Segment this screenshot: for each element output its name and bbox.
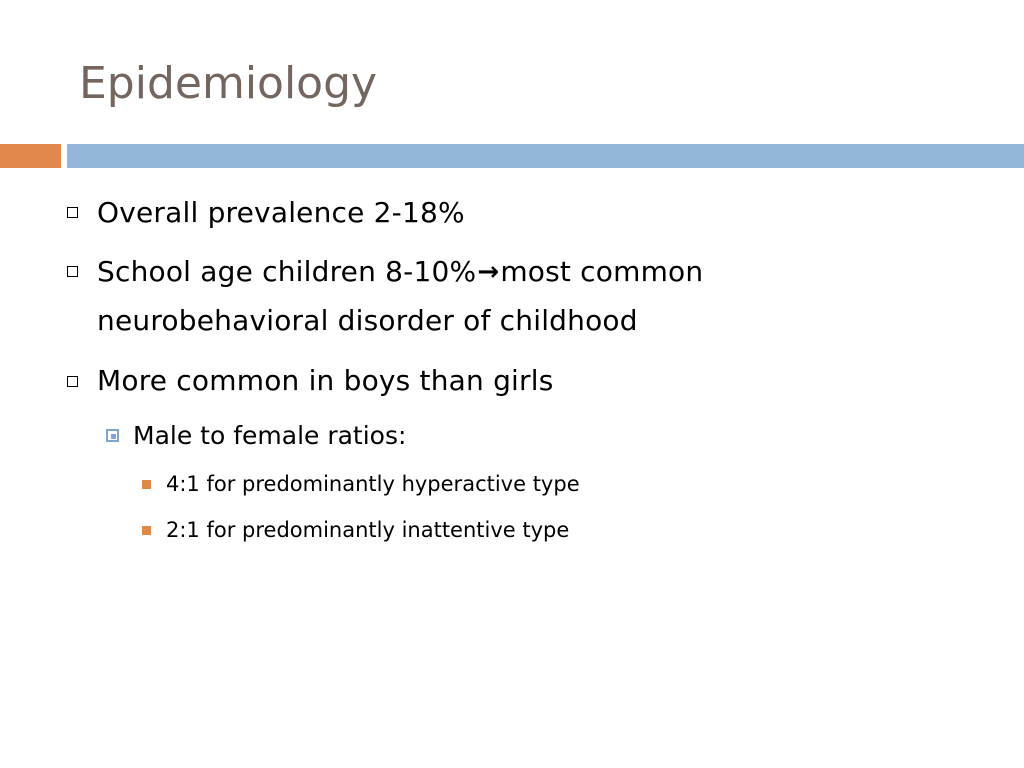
- bullet-hyperactive-ratio: 4:1 for predominantly hyperactive type: [166, 472, 580, 496]
- bullet-school-age-continuation: neurobehavioral disorder of childhood: [97, 304, 638, 337]
- hollow-square-bullet-icon: [67, 266, 78, 277]
- framed-square-bullet-icon: [106, 429, 119, 442]
- bullet-school-age: [97, 247, 703, 298]
- right-arrow-icon: →: [477, 257, 500, 287]
- bullet-inattentive-ratio: 2:1 for predominantly inattentive type: [166, 518, 570, 542]
- bullet-boys-girls: More common in boys than girls: [97, 364, 554, 397]
- slide-title: Epidemiology: [79, 58, 378, 109]
- bullet-overall-prevalence: Overall prevalence 2-18%: [97, 196, 465, 229]
- framed-square-bullet-inner: [111, 434, 116, 439]
- hollow-square-bullet-icon: [67, 207, 78, 218]
- solid-square-bullet-icon: [142, 526, 151, 535]
- hollow-square-bullet-icon: [67, 376, 78, 387]
- bullet-male-female-ratios: Male to female ratios:: [133, 421, 407, 450]
- bullet-school-age-text-after: most common: [500, 255, 704, 288]
- bullet-school-age-text: School age children 8-10%: [97, 255, 477, 288]
- solid-square-bullet-icon: [142, 480, 151, 489]
